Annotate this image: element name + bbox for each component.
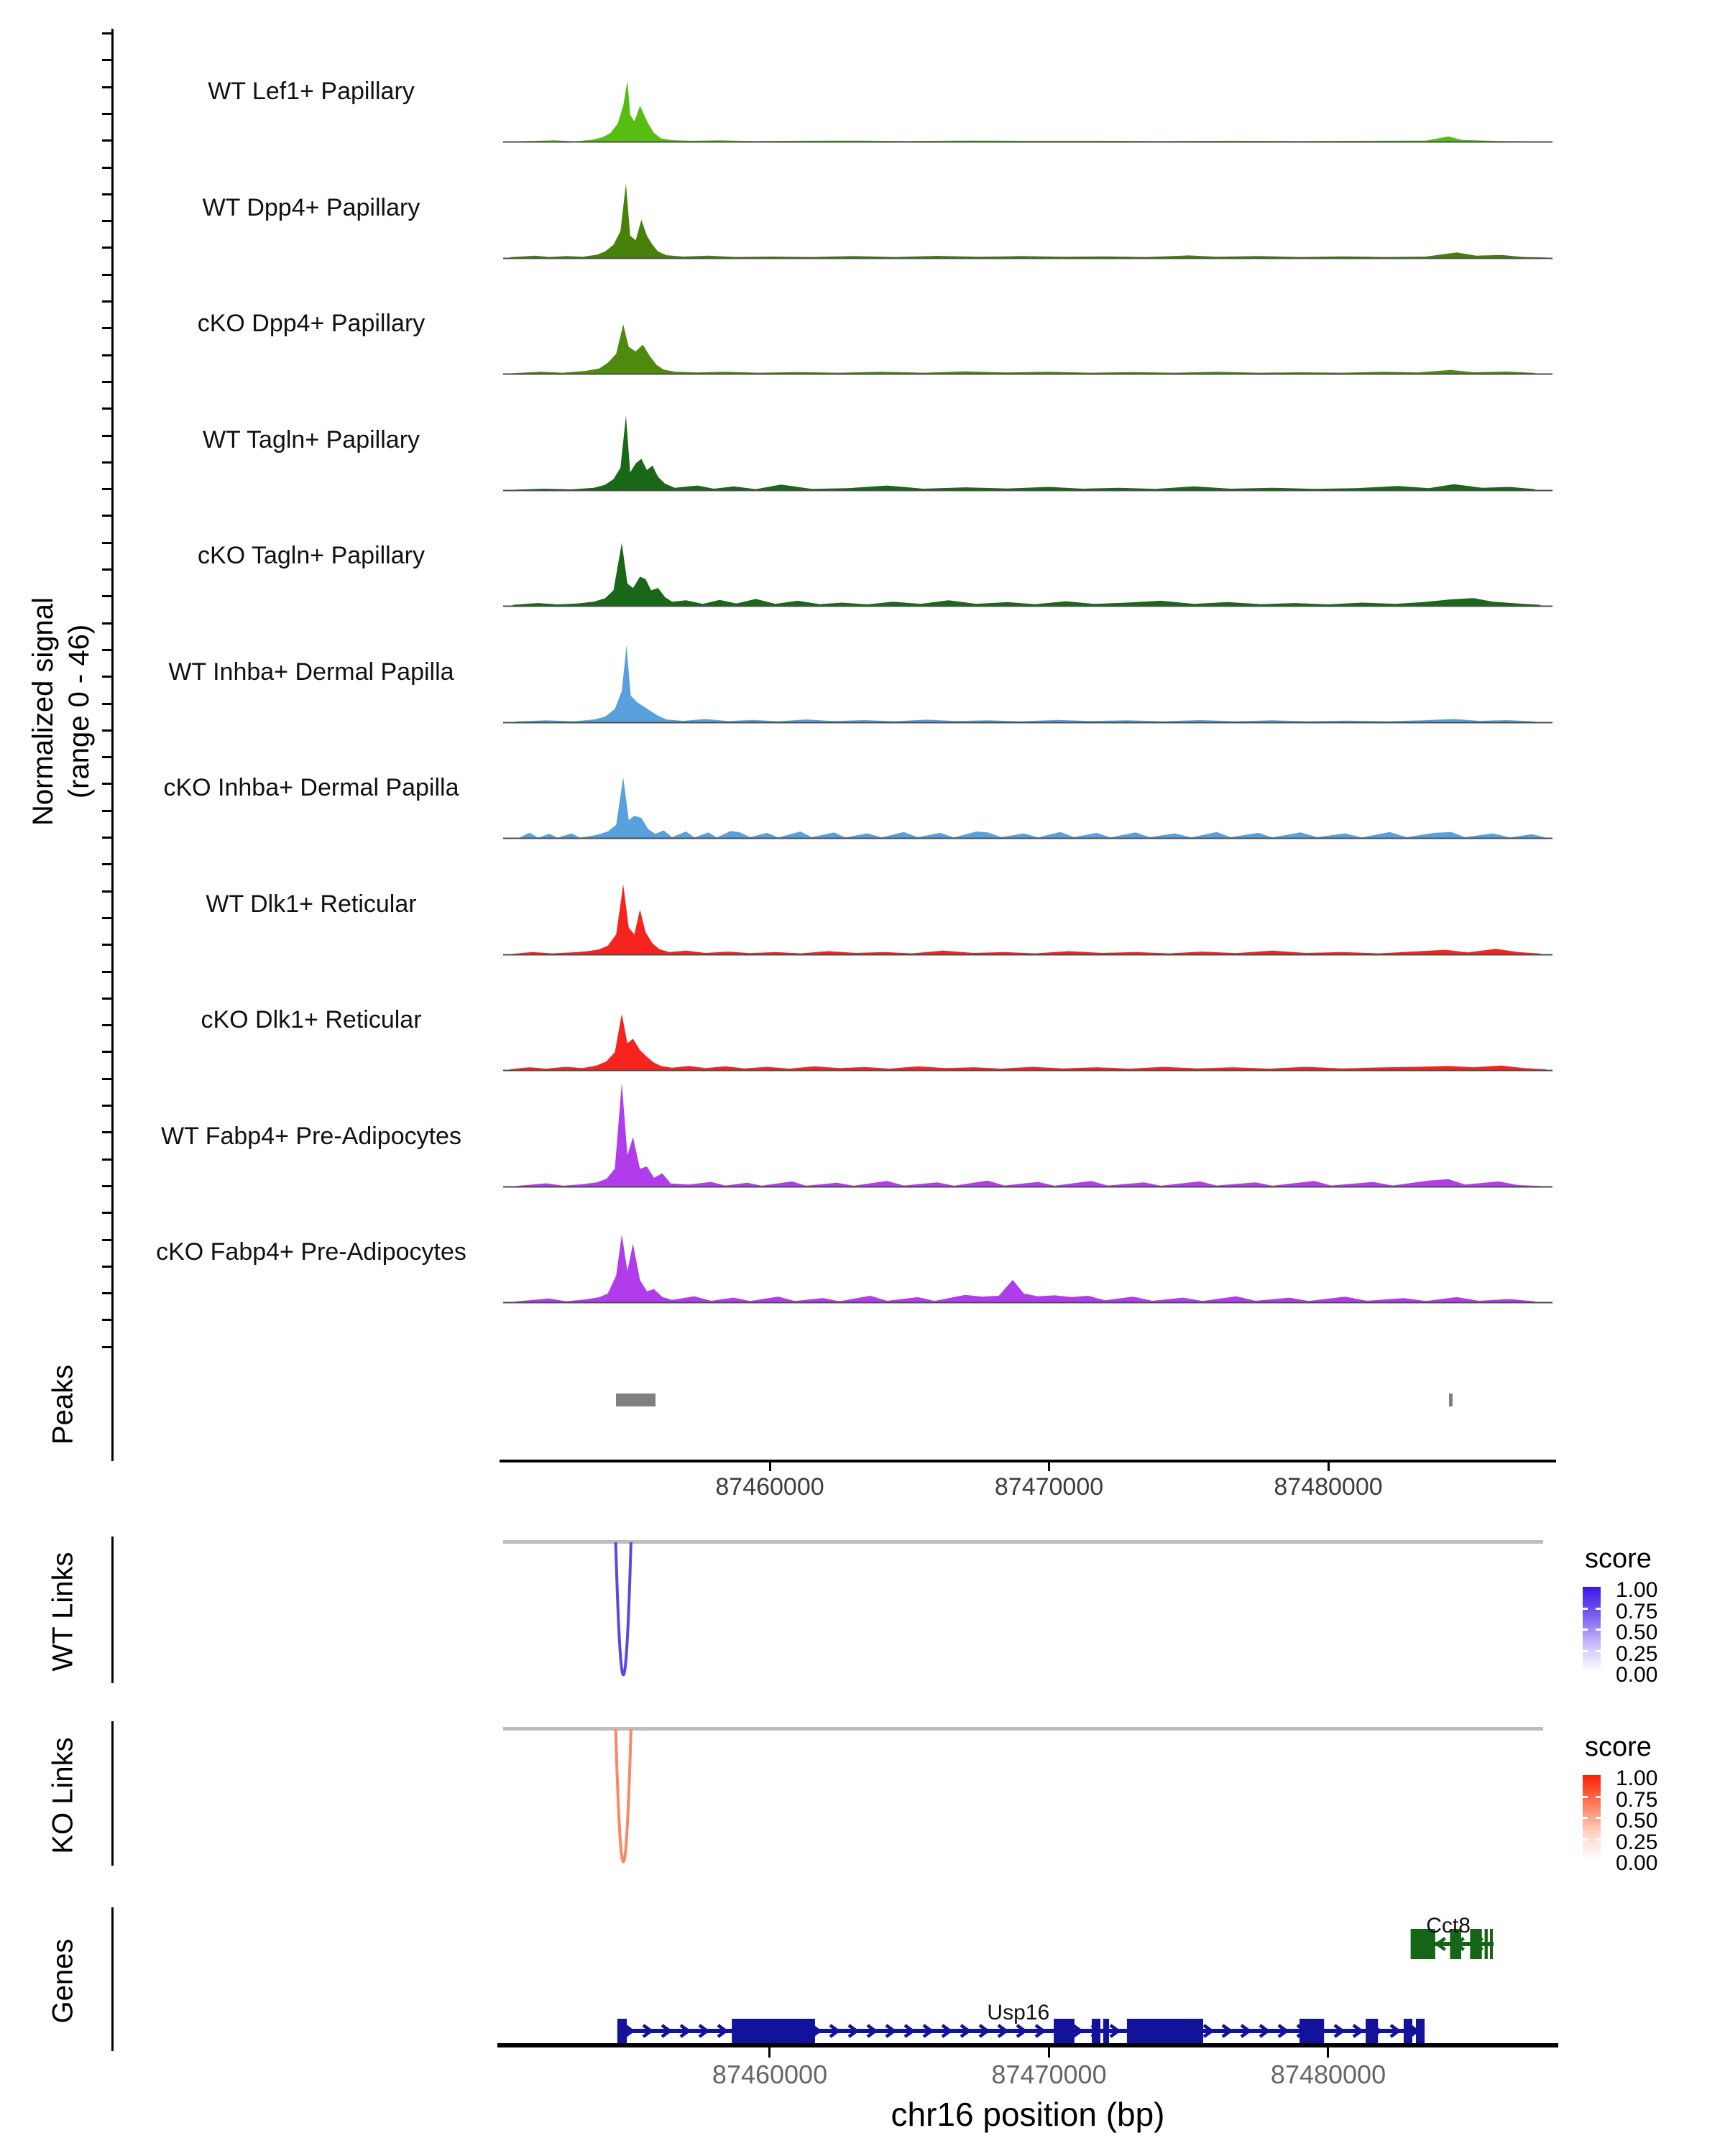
ko-links-section-label: KO Links [47,1737,79,1854]
coverage-track [503,499,1552,607]
signal-rail-tick [102,461,112,464]
wt-links-rail [111,1537,114,1683]
signal-rail-tick [102,167,112,169]
colorbar-tick [1596,1650,1601,1652]
signal-rail-tick [102,247,112,249]
peak-interval [616,1393,656,1406]
signal-rail-tick [102,193,112,195]
signal-rail-tick [102,676,112,678]
signal-rail-tick [102,32,112,34]
signal-rail-tick [102,542,112,544]
signal-rail-tick [102,1239,112,1241]
signal-rail-tick [102,515,112,517]
score-legend-tick-label: 0.25 [1616,1830,1658,1854]
track-label: WT Fabp4+ Pre-Adipocytes [161,1122,461,1150]
signal-rail-tick [102,300,112,303]
signal-rail-tick [102,139,112,142]
signal-axis-label [25,316,97,1107]
signal-rail-tick [102,971,112,973]
signal-rail-tick [102,622,112,625]
signal-rail-tick [102,783,112,785]
score-legend-tick-label: 0.00 [1616,1851,1658,1875]
signal-rail-tick [102,1185,112,1187]
peak-interval [1449,1393,1452,1406]
score-legend-tick-label: 0.75 [1616,1599,1658,1623]
track-label: cKO Dlk1+ Reticular [201,1006,422,1033]
signal-rail-tick [102,998,112,1000]
signal-rail-tick [102,756,112,758]
signal-rail-tick [102,863,112,865]
signal-rail-tick [102,1266,112,1268]
signal-axis-label-line1: Normalized signal [27,597,59,826]
score-legend-tick-label: 1.00 [1616,1766,1658,1790]
signal-rail-tick [102,649,112,651]
top-axis-tick [769,1462,771,1471]
bottom-axis-line [497,2043,1558,2047]
gene-name-label: Usp16 [987,2001,1050,2024]
x-axis-title: chr16 position (bp) [891,2096,1165,2133]
colorbar-tick [1596,1796,1601,1798]
bottom-axis-tick [1048,2047,1050,2058]
signal-rail-tick [102,595,112,597]
top-axis-tick [1328,1462,1330,1471]
signal-rail-tick [102,327,112,329]
ko-links-rail [111,1721,114,1866]
score-legend-tick-label: 1.00 [1616,1578,1658,1602]
wt-score-colorbar [1583,1587,1601,1672]
wt-links-section-label: WT Links [47,1552,79,1672]
wt-links-arcs [503,1542,1552,1692]
colorbar-tick [1583,1817,1588,1819]
track-label: WT Dlk1+ Reticular [206,890,417,918]
wt-score-legend-title: score [1585,1544,1652,1574]
colorbar-tick [1596,1608,1601,1610]
bottom-axis-tick-label: 87460000 [712,2060,828,2089]
peaks-rail [111,1344,114,1461]
coverage-track [503,964,1552,1072]
signal-rail-tick [102,1051,112,1053]
track-label: WT Lef1+ Papillary [208,78,415,105]
top-axis-tick-label: 87480000 [1274,1473,1383,1501]
colorbar-tick [1583,1608,1588,1610]
colorbar-tick [1583,1838,1588,1841]
signal-rail-tick [102,890,112,893]
signal-rail-tick [102,917,112,919]
track-label: WT Tagln+ Papillary [202,425,420,453]
signal-axis-rail [111,29,114,1355]
signal-rail-tick [102,113,112,115]
signal-rail-tick [102,1024,112,1026]
ko-score-colorbar [1583,1775,1601,1860]
genes-section-label: Genes [47,1938,79,2024]
ko-links-arcs [503,1728,1552,1879]
peaks-section-label: Peaks [47,1364,79,1445]
colorbar-tick [1583,1796,1588,1798]
track-label: cKO Dpp4+ Papillary [197,310,426,337]
genes-rail [111,1907,114,2051]
top-axis-line [500,1460,1556,1462]
signal-rail-tick [102,729,112,732]
signal-rail-tick [102,944,112,946]
signal-rail-tick [102,1158,112,1161]
coverage-track [503,616,1552,724]
bottom-axis-tick-label: 87480000 [1270,2060,1386,2089]
top-axis-tick [1048,1462,1050,1471]
coverage-track [503,384,1552,492]
signal-rail-tick [102,568,112,571]
signal-rail-tick [102,488,112,490]
bottom-axis-tick [768,2047,770,2058]
bottom-axis-tick-label: 87470000 [991,2060,1107,2089]
signal-rail-tick [102,810,112,812]
top-axis-tick-label: 87460000 [715,1473,824,1501]
signal-rail-tick [102,1078,112,1080]
signal-rail-tick [102,1319,112,1321]
colorbar-tick [1583,1628,1588,1631]
signal-axis-label-line2: (range 0 - 46) [63,624,95,799]
signal-rail-tick [102,86,112,88]
track-label: cKO Fabp4+ Pre-Adipocytes [156,1238,466,1266]
colorbar-tick [1596,1838,1601,1841]
signal-rail-tick [102,703,112,705]
score-legend-tick-label: 0.25 [1616,1641,1658,1666]
score-legend-tick-label: 0.50 [1616,1809,1658,1833]
coverage-track [503,1080,1552,1188]
track-label: WT Dpp4+ Papillary [202,193,420,221]
colorbar-tick [1596,1817,1601,1819]
signal-rail-tick [102,354,112,356]
bottom-axis-tick [1327,2047,1329,2058]
score-legend-tick-label: 0.50 [1616,1621,1658,1644]
signal-rail-tick [102,1105,112,1107]
coverage-track [503,1196,1552,1304]
ko-score-legend-title: score [1585,1732,1652,1762]
score-legend-tick-label: 0.00 [1616,1663,1658,1687]
colorbar-tick [1596,1628,1601,1631]
signal-rail-tick [102,1131,112,1133]
colorbar-tick [1583,1650,1588,1652]
signal-rail-tick [102,837,112,839]
coverage-track [503,732,1552,839]
track-label: cKO Tagln+ Papillary [198,542,425,569]
signal-rail-tick [102,274,112,276]
track-label: cKO Inhba+ Dermal Papilla [163,774,459,801]
signal-rail-tick [102,435,112,437]
score-legend-tick-label: 0.75 [1616,1787,1658,1812]
signal-rail-tick [102,220,112,222]
top-axis-tick-label: 87470000 [994,1473,1104,1501]
signal-rail-tick [102,59,112,61]
track-label: WT Inhba+ Dermal Papilla [168,658,454,686]
coverage-track [503,152,1552,259]
signal-rail-tick [102,1346,112,1348]
coverage-track [503,848,1552,956]
coverage-track [503,267,1552,375]
signal-rail-tick [102,381,112,383]
gene-name-label: Cct8 [1426,1914,1471,1938]
coverage-track [503,35,1552,143]
signal-rail-tick [102,1212,112,1214]
signal-rail-tick [102,1292,112,1294]
signal-rail-tick [102,407,112,410]
